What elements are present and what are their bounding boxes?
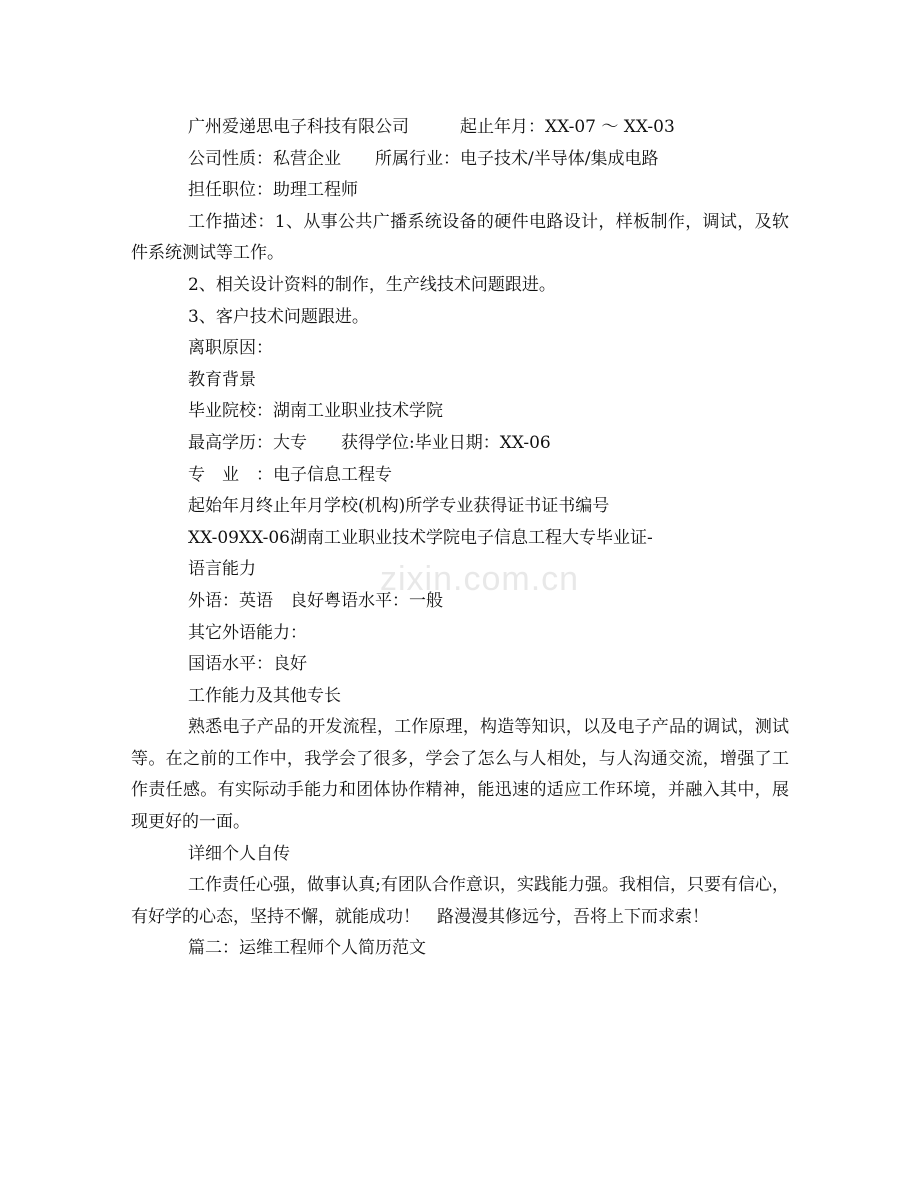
job-description: 工作描述：1、从事公共广播系统设备的硬件电路设计，样板制作，调试，及软件系统测试等工作。 [131, 211, 789, 264]
section-skills: 工作能力及其他专长 [188, 685, 341, 706]
job-description-item-2: 2、相关设计资料的制作，生产线技术问题跟进。 [188, 274, 556, 295]
foreign-language-line: 外语：英语 良好粤语水平：一般 [188, 590, 443, 611]
section-language: 语言能力 [188, 559, 256, 580]
mandarin-line: 国语水平：良好 [188, 654, 307, 675]
leave-reason: 离职原因： [188, 338, 273, 359]
next-article-title: 篇二：运维工程师个人简历范文 [188, 938, 426, 959]
watermark-text: zixin.com.cn [380, 560, 580, 598]
section-autobiography: 详细个人自传 [188, 843, 290, 864]
school-line: 毕业院校：湖南工业职业技术学院 [188, 401, 443, 422]
other-language-line: 其它外语能力： [188, 622, 307, 643]
section-education: 教育背景 [188, 369, 256, 390]
document-body [131, 112, 789, 965]
education-table-row: XX-09XX-06湖南工业职业技术学院电子信息工程大专毕业证- [188, 527, 653, 548]
company-line: 广州爱递思电子科技有限公司 起止年月：XX-07 ～ XX-03 [188, 117, 675, 137]
autobiography-paragraph: 工作责任心强，做事认真;有团队合作意识，实践能力强。我相信，只要有信心，有好学的心态，坚持不懈，就能成功！ 路漫漫其修远兮，吾将上下而求索！ [131, 875, 789, 927]
job-description-item-3: 3、客户技术问题跟进。 [188, 306, 369, 327]
skills-paragraph: 熟悉电子产品的开发流程，工作原理，构造等知识，以及电子产品的调试，测试等。在之前的工作中，我学会了很多，学会了怎么与人相处，与人沟通交流，增强了工作责任感。有实际动手能力和团体协作精神，能迅速的适应工作环境，并融入其中，展现更好的一面。 [131, 717, 789, 833]
position-line: 担任职位：助理工程师 [188, 180, 358, 201]
company-type-line: 公司性质：私营企业 所属行业：电子技术/半导体/集成电路 [188, 148, 659, 169]
degree-line: 最高学历：大专 获得学位:毕业日期：XX-06 [188, 432, 551, 453]
education-table-header: 起始年月终止年月学校(机构)所学专业获得证书证书编号 [188, 496, 610, 517]
major-line: 专 业 ：电子信息工程专 [188, 464, 392, 485]
